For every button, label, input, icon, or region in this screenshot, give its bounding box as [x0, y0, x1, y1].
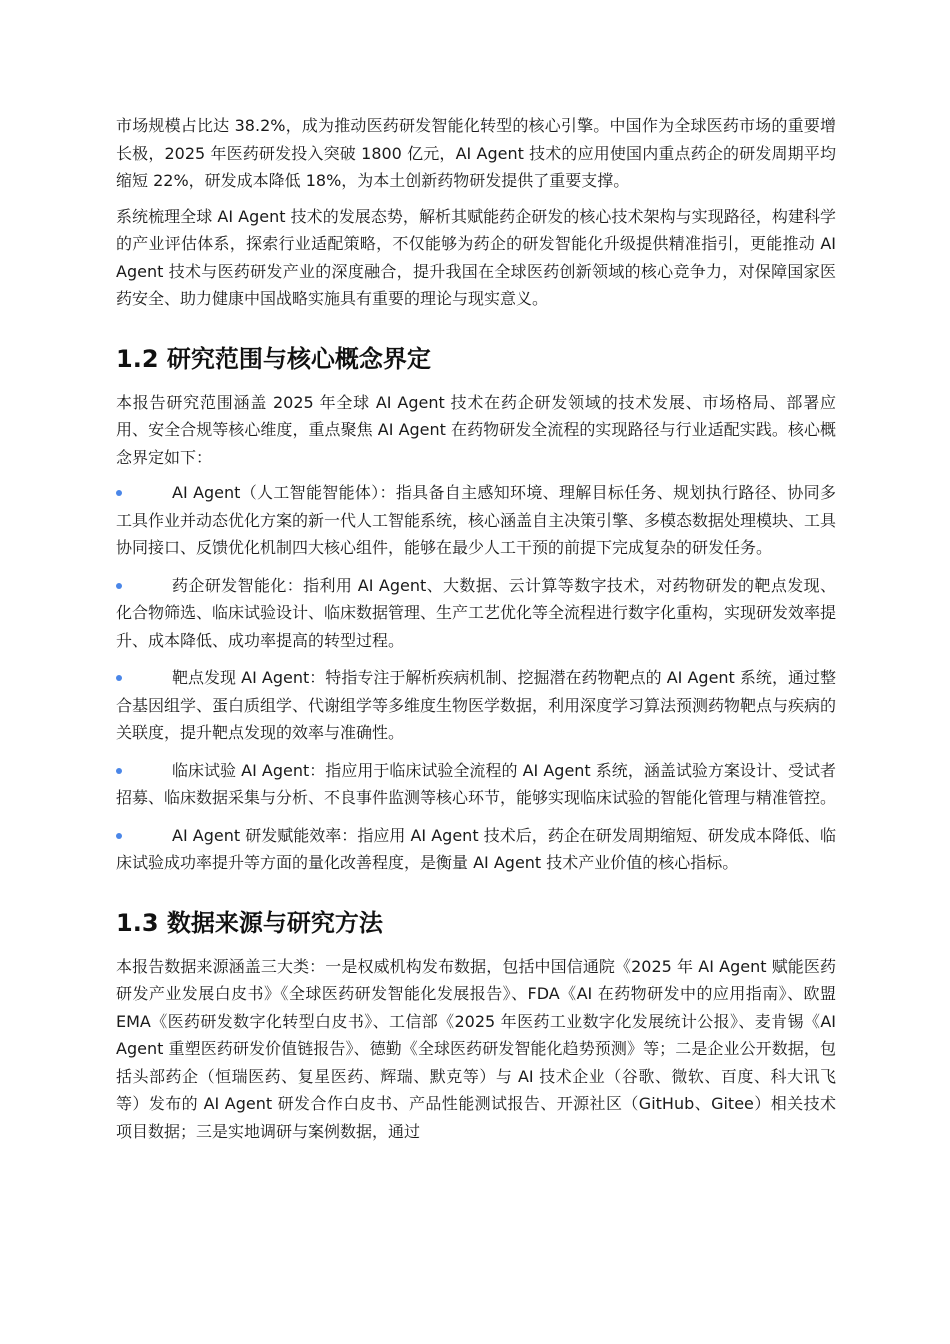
section-1-2-intro: 本报告研究范围涵盖 2025 年全球 AI Agent 技术在药企研发领域的技术发展、市场格局、部署应用、安全合规等核心维度，重点聚焦 AI Agent 在药物研发全流程的实现路径与行业适配实践。核心概念界定如下： — [116, 392, 836, 467]
list-item — [116, 664, 836, 747]
bullet-icon — [116, 768, 122, 774]
bullet-icon — [116, 490, 122, 496]
intro-paragraph-1: 市场规模占比达 38.2%，成为推动医药研发智能化转型的核心引擎。中国作为全球医药市场的重要增长极，2025 年医药研发投入突破 1800 亿元，AI Agent 技术的应用使国内重点药企的研发周期平均缩短 22%，研发成本降低 18%，为本土创新药物研发提供了重要支撑。 — [116, 116, 836, 190]
list-item-text: 靶点发现 AI Agent：特指专注于解析疾病机制、挖掘潜在药物靶点的 AI Agent 系统，通过整合基因组学、蛋白质组学、代谢组学等多维度生物医学数据，利用深度学习算法预测药物靶点与疾病的关联度，提升靶点发现的效率与准确性。 — [116, 668, 837, 742]
list-item-text: 药企研发智能化：指利用 AI Agent、大数据、云计算等数字技术，对药物研发的靶点发现、化合物筛选、临床试验设计、临床数据管理、生产工艺优化等全流程进行数字化重构，实现研发效率提升、成本降低、成功率提高的转型过程。 — [116, 575, 837, 650]
bullet-icon — [116, 583, 122, 589]
list-item — [116, 757, 836, 812]
section-1-3-paragraph: 本报告数据来源涵盖三大类：一是权威机构发布数据，包括中国信通院《2025 年 AI Agent 赋能医药研发产业发展白皮书》《全球医药研发智能化发展报告》、FDA《AI 在药物研发中的应用指南》、欧盟 EMA《医药研发数字化转型白皮书》、工信部《2025 年医药工业数字化发展统计公报》、麦肯锡《AI Agent 重塑医药研发价值链报告》、德勤《全球医药研发智能化趋势预测》等；二是企业公开数据，包括头部药企（恒瑞医药、复星医药、辉瑞、默克等）与 AI 技术企业（谷歌、微软、百度、科大讯飞等）发布的 AI Agent 研发合作白皮书、产品性能测试报告、开源社区（GitHub、Gitee）相关技术项目数据；三是实地调研与案例数据，通过 — [116, 956, 836, 1141]
list-item — [116, 572, 836, 655]
section-1-3-heading: 1.3 数据来源与研究方法 — [116, 908, 383, 937]
list-item — [116, 822, 836, 877]
bullet-icon — [116, 675, 122, 681]
section-1-2-heading: 1.2 研究范围与核心概念界定 — [116, 344, 431, 373]
bullet-icon — [116, 833, 122, 839]
document-page — [116, 112, 836, 1153]
concept-definition-list — [116, 479, 836, 877]
list-item-text: AI Agent（人工智能智能体）：指具备自主感知环境、理解目标任务、规划执行路径、协同多工具作业并动态优化方案的新一代人工智能系统，核心涵盖自主决策引擎、多模态数据处理模块、工具协同接口、反馈优化机制四大核心组件，能够在最少人工干预的前提下完成复杂的研发任务。 — [116, 483, 837, 557]
intro-paragraph-2: 系统梳理全球 AI Agent 技术的发展态势，解析其赋能药企研发的核心技术架构与实现路径，构建科学的产业评估体系，探索行业适配策略，不仅能够为药企的研发智能化升级提供精准指引，更能推动 AI Agent 技术与医药研发产业的深度融合，提升我国在全球医药创新领域的核心竞争力，对保障国家医药安全、助力健康中国战略实施具有重要的理论与现实意义。 — [116, 206, 836, 308]
list-item-text: AI Agent 研发赋能效率：指应用 AI Agent 技术后，药企在研发周期缩短、研发成本降低、临床试验成功率提升等方面的量化改善程度，是衡量 AI Agent 技术产业价值的核心指标。 — [116, 825, 836, 872]
list-item-text: 临床试验 AI Agent：指应用于临床试验全流程的 AI Agent 系统，涵盖试验方案设计、受试者招募、临床数据采集与分析、不良事件监测等核心环节，能够实现临床试验的智能化管理与精准管控。 — [116, 760, 837, 807]
list-item — [116, 479, 836, 562]
